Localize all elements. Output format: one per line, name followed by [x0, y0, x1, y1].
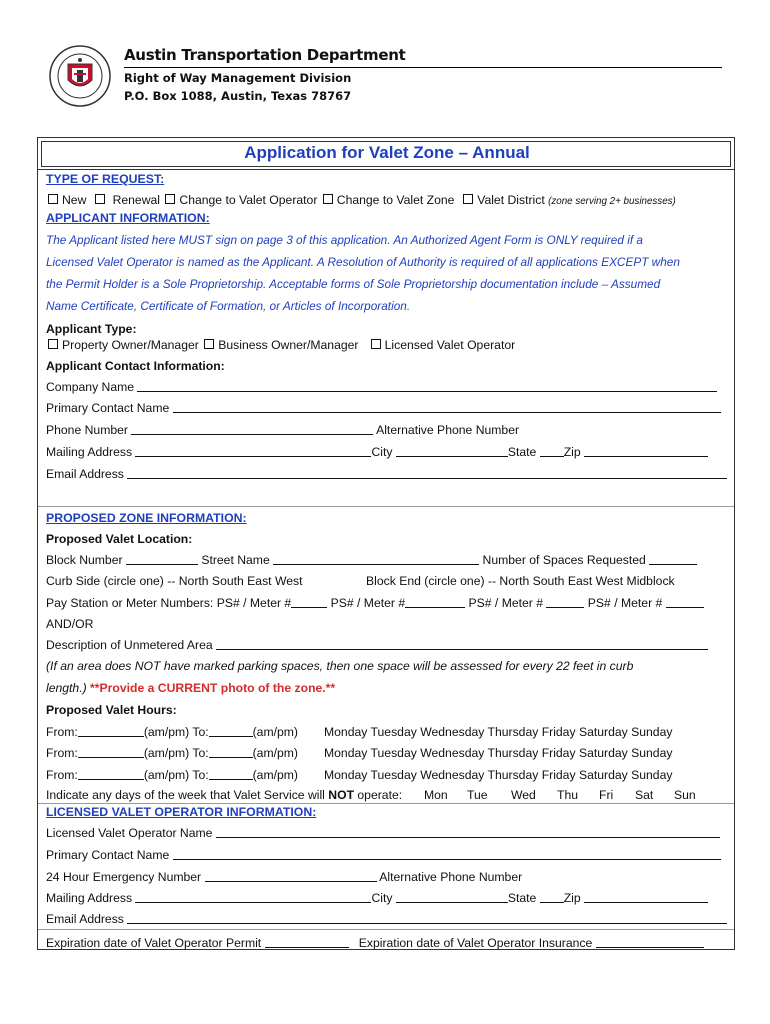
- applicant-notice-4: Name Certificate, Certificate of Formation, or Articles of Incorporation.: [46, 299, 411, 313]
- days-row-3: Monday Tuesday Wednesday Thursday Friday Saturday Sunday: [324, 768, 673, 782]
- phone-field[interactable]: [131, 423, 373, 435]
- operator-email-field[interactable]: [127, 912, 727, 924]
- day-sun[interactable]: Sun: [674, 788, 696, 802]
- email-row: Email Address: [46, 467, 727, 482]
- day-wed[interactable]: Wed: [511, 788, 536, 802]
- department-name: Austin Transportation Department: [124, 46, 406, 64]
- block-row: Block Number Street Name Number of Spaces Requested: [46, 553, 697, 568]
- pay-station-row: Pay Station or Meter Numbers: PS# / Meter # PS# / Meter # PS# / Meter # PS# / Meter #: [46, 596, 704, 611]
- state-field[interactable]: [540, 445, 564, 457]
- assessment-note-1: (If an area does NOT have marked parking spaces, then one space will be assessed for every 22 feet in curb: [46, 659, 634, 673]
- operator-zip-field[interactable]: [584, 891, 708, 903]
- photo-note: **Provide a CURRENT photo of the zone.**: [90, 681, 336, 695]
- and-or: AND/OR: [46, 617, 94, 631]
- operator-mailing-field[interactable]: [135, 891, 371, 903]
- header-rule: [124, 67, 722, 68]
- not-operate-row: Indicate any days of the week that Valet Service will NOT operate:: [46, 788, 403, 802]
- new-checkbox[interactable]: [48, 194, 58, 204]
- to-field-2[interactable]: [209, 746, 253, 758]
- section-divider: [38, 506, 734, 507]
- operator-contact-field[interactable]: [173, 848, 721, 860]
- meter-field-1[interactable]: [291, 596, 327, 608]
- zip-field[interactable]: [584, 445, 708, 457]
- hours-row-1: From: (am/pm) To: (am/pm): [46, 725, 298, 739]
- from-field-3[interactable]: [78, 768, 144, 780]
- days-row-2: Monday Tuesday Wednesday Thursday Friday Saturday Sunday: [324, 746, 673, 760]
- city-seal: [48, 44, 112, 108]
- applicant-notice-2: Licensed Valet Operator is named as the Applicant. A Resolution of Authority is required of all applications EXCEPT when: [46, 255, 680, 269]
- city-field[interactable]: [396, 445, 508, 457]
- insurance-exp-field[interactable]: [596, 936, 704, 948]
- letterhead: [124, 46, 406, 103]
- permit-exp-field[interactable]: [265, 936, 349, 948]
- valet-hours-label: Proposed Valet Hours:: [46, 703, 177, 717]
- curb-side: Curb Side (circle one) -- North South East West: [46, 574, 303, 588]
- meter-field-3[interactable]: [546, 596, 584, 608]
- request-options: New Renewal Change to Valet Operator Change to Valet Zone Valet District (zone serving 2+ businesses): [46, 193, 676, 209]
- division-name: Right of Way Management Division: [124, 71, 352, 85]
- operator-name-row: Licensed Valet Operator Name: [46, 826, 720, 841]
- district-note: (zone serving 2+ businesses): [548, 196, 676, 207]
- unmetered-row: Description of Unmetered Area: [46, 638, 708, 653]
- operator-contact-row: Primary Contact Name: [46, 848, 721, 863]
- operator-city-field[interactable]: [396, 891, 508, 903]
- day-tue[interactable]: Tue: [467, 788, 488, 802]
- operator-mailing-row: Mailing Address City State Zip: [46, 891, 708, 906]
- change-zone-checkbox[interactable]: [323, 194, 333, 204]
- primary-contact-row: Primary Contact Name: [46, 401, 721, 416]
- section-divider-3: [38, 929, 734, 930]
- valet-district-checkbox[interactable]: [463, 194, 473, 204]
- meter-field-4[interactable]: [666, 596, 704, 608]
- primary-contact-field[interactable]: [173, 401, 721, 413]
- applicant-type-label: Applicant Type:: [46, 322, 137, 336]
- day-fri[interactable]: Fri: [599, 788, 614, 802]
- company-name-field[interactable]: [137, 380, 717, 392]
- emergency-field[interactable]: [205, 870, 377, 882]
- business-owner-checkbox[interactable]: [204, 339, 214, 349]
- mailing-row: Mailing Address City State Zip: [46, 445, 708, 460]
- licensed-operator-checkbox[interactable]: [371, 339, 381, 349]
- zone-heading: PROPOSED ZONE INFORMATION:: [46, 511, 247, 525]
- email-field[interactable]: [127, 467, 727, 479]
- applicant-notice-1: The Applicant listed here MUST sign on page 3 of this application. An Authorized Agent Form is ONLY required if a: [46, 233, 643, 247]
- to-field-1[interactable]: [209, 725, 253, 737]
- from-field-1[interactable]: [78, 725, 144, 737]
- mailing-field[interactable]: [135, 445, 371, 457]
- company-name-row: Company Name: [46, 380, 717, 395]
- operator-email-row: Email Address: [46, 912, 727, 927]
- change-operator-checkbox[interactable]: [165, 194, 175, 204]
- address: P.O. Box 1088, Austin, Texas 78767: [124, 89, 352, 103]
- block-number-field[interactable]: [126, 553, 198, 565]
- applicant-heading: APPLICANT INFORMATION:: [46, 211, 210, 225]
- emergency-row: 24 Hour Emergency Number Alternative Phone Number: [46, 870, 523, 884]
- hours-row-3: From: (am/pm) To: (am/pm): [46, 768, 298, 782]
- operator-name-field[interactable]: [216, 826, 720, 838]
- meter-field-2[interactable]: [405, 596, 465, 608]
- applicant-type-options: Property Owner/Manager Business Owner/Manager Licensed Valet Operator: [46, 338, 515, 353]
- street-name-field[interactable]: [273, 553, 479, 565]
- application-form: [37, 137, 735, 950]
- hours-row-2: From: (am/pm) To: (am/pm): [46, 746, 298, 760]
- applicant-notice-3: the Permit Holder is a Sole Proprietorship. Acceptable forms of Sole Proprietorship documentation include – Assumed: [46, 277, 661, 291]
- from-field-2[interactable]: [78, 746, 144, 758]
- curb-side-row: [46, 574, 303, 589]
- to-field-3[interactable]: [209, 768, 253, 780]
- section-divider-2: [38, 803, 734, 804]
- days-row-1: Monday Tuesday Wednesday Thursday Friday Saturday Sunday: [324, 725, 673, 739]
- valet-location-label: Proposed Valet Location:: [46, 532, 193, 546]
- block-end: Block End (circle one) -- North South East West Midblock: [366, 574, 675, 588]
- day-sat[interactable]: Sat: [635, 788, 654, 802]
- property-owner-checkbox[interactable]: [48, 339, 58, 349]
- expiration-row: Expiration date of Valet Operator Permit Expiration date of Valet Operator Insurance: [46, 936, 704, 951]
- operator-heading: LICENSED VALET OPERATOR INFORMATION:: [46, 805, 317, 819]
- form-title: Application for Valet Zone – Annual: [244, 143, 530, 162]
- operator-state-field[interactable]: [540, 891, 564, 903]
- day-thu[interactable]: Thu: [557, 788, 579, 802]
- day-mon[interactable]: Mon: [424, 788, 448, 802]
- phone-row: Phone Number Alternative Phone Number: [46, 423, 520, 437]
- type-of-request-heading: TYPE OF REQUEST:: [46, 172, 165, 186]
- spaces-field[interactable]: [649, 553, 697, 565]
- renewal-checkbox[interactable]: [95, 194, 105, 204]
- assessment-note-2: length.) **Provide a CURRENT photo of the zone.**: [46, 681, 336, 695]
- contact-info-label: Applicant Contact Information:: [46, 359, 225, 373]
- unmetered-field[interactable]: [216, 638, 708, 650]
